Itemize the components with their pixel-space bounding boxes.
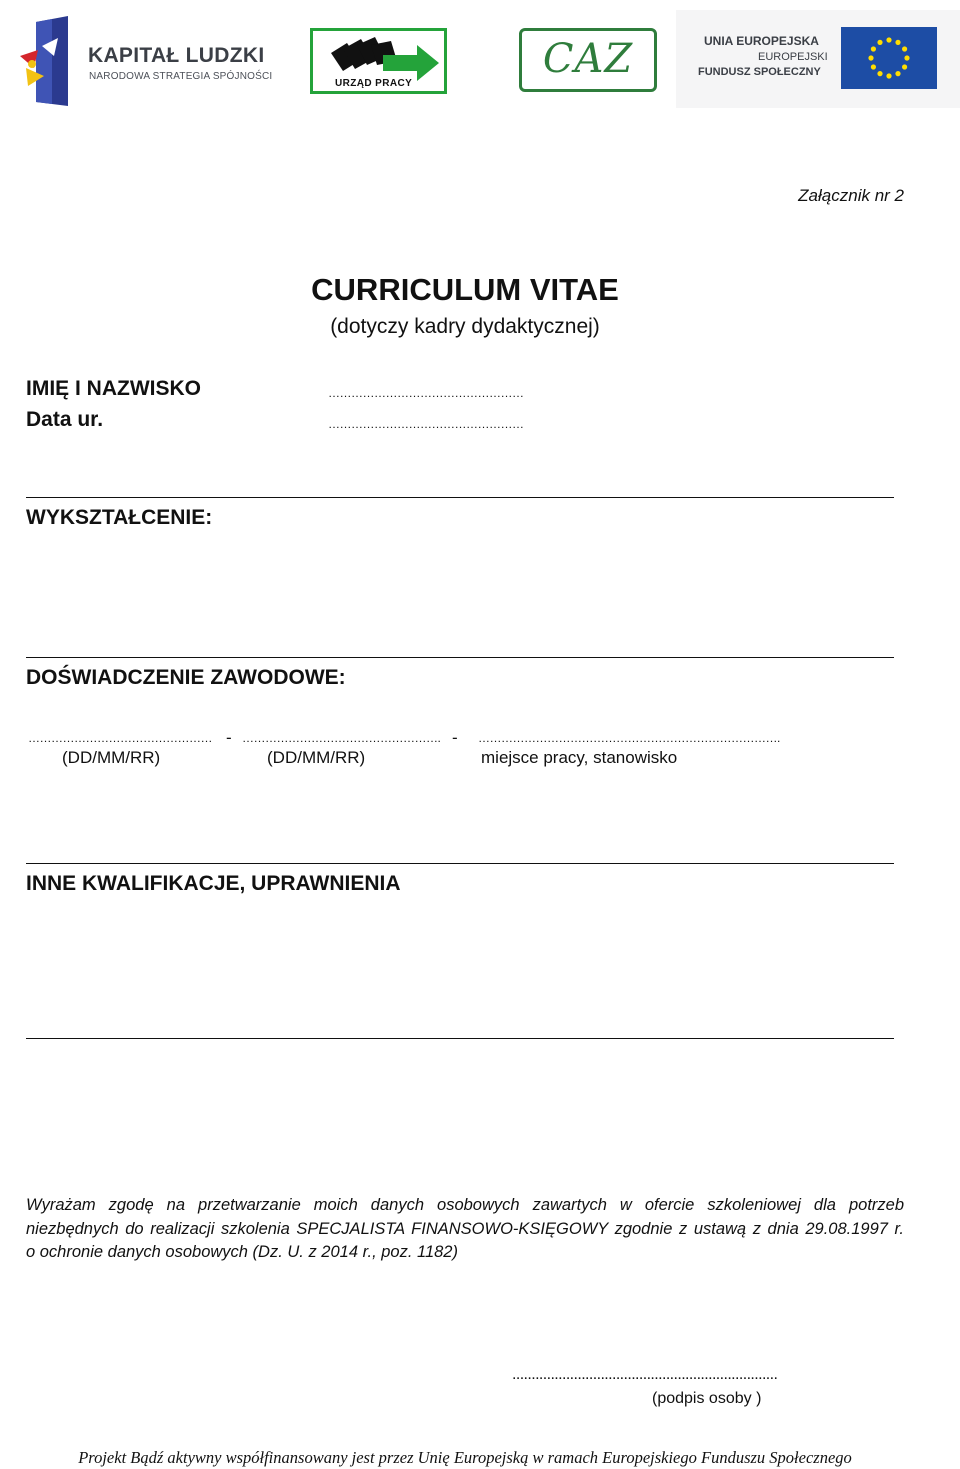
urzad-pracy-name: URZĄD PRACY	[335, 78, 413, 89]
eu-flag-icon	[841, 27, 937, 89]
eu-logo	[676, 10, 960, 108]
experience-to-field[interactable]: …………………………………………….	[242, 731, 441, 745]
signature-field[interactable]: .....................................................................	[512, 1366, 778, 1383]
experience-dash-2: -	[452, 728, 458, 747]
footer-project-note: Projekt Bądź aktywny współfinansowany jest przez Unię Europejską w ramach Europejskiego Funduszu Społecznego	[78, 1448, 852, 1467]
eu-line-3: FUNDUSZ SPOŁECZNY	[698, 66, 821, 78]
kapital-ludzki-logo	[14, 14, 276, 108]
dob-field[interactable]: ……………………………………………	[328, 417, 524, 431]
experience-place-field[interactable]: …………………………………………………………………….	[478, 731, 780, 745]
experience-from-field[interactable]: …………………………………………	[28, 731, 212, 745]
urzad-pracy-logo	[310, 28, 447, 94]
kapital-ludzki-tagline: NARODOWA STRATEGIA SPÓJNOŚCI	[89, 71, 273, 82]
consent-line-1: Wyrażam zgodę na przetwarzanie moich danych osobowych zawartych w ofercie szkoleniowej dla potrzeb	[26, 1196, 904, 1214]
attachment-number: Załącznik nr 2	[798, 186, 904, 205]
divider-experience	[26, 657, 894, 658]
document-title: CURRICULUM VITAE	[311, 272, 619, 307]
consent-line-3: o ochronie danych osobowych (Dz. U. z 2014 r., poz. 1182)	[26, 1243, 458, 1261]
divider-end	[26, 1038, 894, 1039]
section-experience: DOŚWIADCZENIE ZAWODOWE:	[26, 666, 346, 689]
eu-line-1: UNIA EUROPEJSKA	[704, 34, 819, 48]
eu-line-2: EUROPEJSKI	[758, 51, 828, 63]
experience-to-hint: (DD/MM/RR)	[267, 748, 366, 767]
signature-label: (podpis osoby )	[652, 1390, 762, 1407]
document-subtitle: (dotyczy kadry dydaktycznej)	[330, 315, 600, 338]
section-qualifications: INNE KWALIFIKACJE, UPRAWNIENIA	[26, 872, 401, 895]
caz-logo	[519, 28, 657, 92]
kapital-ludzki-name: KAPITAŁ LUDZKI	[88, 44, 265, 67]
divider-qualifications	[26, 863, 894, 864]
name-field[interactable]: ……………………………………………	[328, 386, 524, 400]
experience-dash-1: -	[226, 728, 232, 747]
section-education: WYKSZTAŁCENIE:	[26, 506, 213, 529]
name-label: IMIĘ I NAZWISKO	[26, 377, 201, 400]
experience-from-hint: (DD/MM/RR)	[62, 748, 161, 767]
dob-label: Data ur.	[26, 408, 104, 431]
kapital-ludzki-emblem-icon	[14, 16, 76, 108]
caz-name: CAZ	[542, 36, 634, 82]
consent-line-2: niezbędnych do realizacji szkolenia SPECJALISTA FINANSOWO-KSIĘGOWY zgodnie z ustawą z dnia 29.08.1997 r.	[26, 1219, 904, 1238]
divider-education	[26, 497, 894, 498]
consent-clause	[26, 1194, 904, 1265]
experience-place-hint: miejsce pracy, stanowisko	[481, 748, 678, 767]
